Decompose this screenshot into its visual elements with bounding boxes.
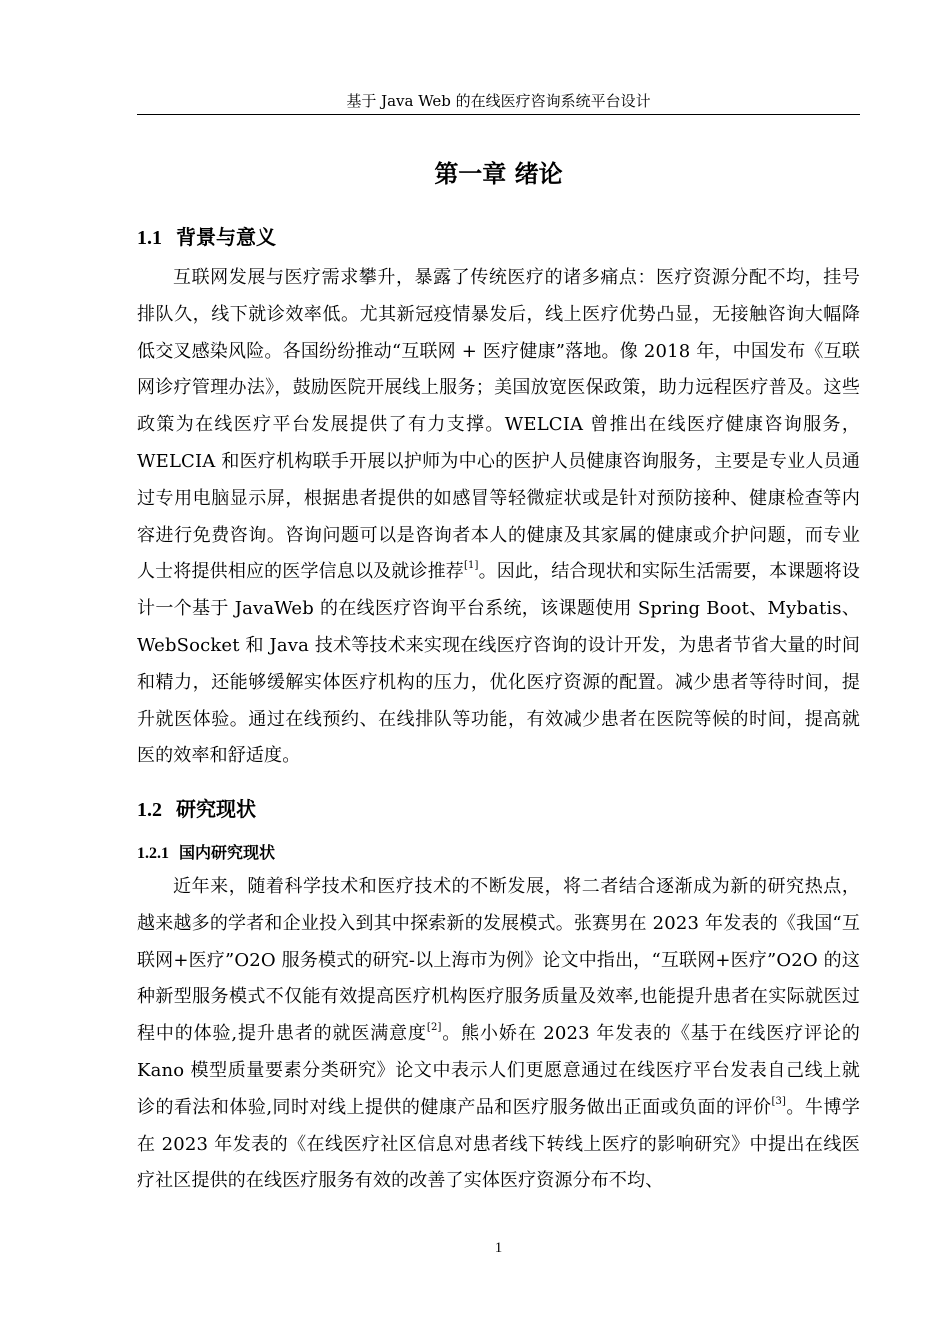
paragraph-text: 。牛博学在 2023 年发表的《在线医疗社区信息对患者线下转线上医疗的影响研究》中提出在线医疗社区提供的在线医疗服务有效的改善了实体医疗资源分布不均、 <box>137 1096 860 1192</box>
section-heading-1-2 <box>137 794 256 825</box>
paragraph-text: 。熊小娇在 2023 年发表的《基于在线医疗评论的 Kano 模型质量要素分类研究》论文中表示人们更愿意通过在线医疗平台发表自己线上就诊的看法和体验,同时对线上提供的健康产品和医疗服务做出正面或负面的评价 <box>137 1023 860 1118</box>
subsection-title: 国内研究现状 <box>179 843 276 862</box>
subsection-heading-1-2-1 <box>137 840 275 867</box>
section-title: 背景与意义 <box>176 225 276 249</box>
citation-1: [1] <box>463 560 479 572</box>
body-paragraph-1-2-1 <box>137 869 860 1200</box>
paragraph-text: 。因此，结合现状和实际生活需要，本课题将设计一个基于 JavaWeb 的在线医疗咨询平台系统，该课题使用 Spring Boot、Mybatis、WebSocket 和 Java 技术等技术来实现在线医疗咨询的设计开发，为患者节省大量的时间和精力，还能够缓解实体医疗机构的压力，优化医疗资源的配置。减少患者等待时间，提升就医体验。通过在线预约、在线排队等功能，有效减少患者在医院等候的时间，提高就医的效率和舒适度。 <box>137 561 860 767</box>
section-title: 研究现状 <box>176 797 256 821</box>
subsection-number: 1.2.1 <box>137 845 169 862</box>
page-number: 1 <box>494 1240 503 1256</box>
section-heading-1-1 <box>137 222 276 253</box>
paragraph-text: 互联网发展与医疗需求攀升，暴露了传统医疗的诸多痛点：医疗资源分配不均，挂号排队久，线下就诊效率低。尤其新冠疫情暴发后，线上医疗优势凸显，无接触咨询大幅降低交叉感染风险。各国纷纷推动“互联网 + 医疗健康”落地。像 2018 年，中国发布《互联网诊疗管理办法》，鼓励医院开展线上服务；美国放宽医保政策，助力远程医疗普及。这些政策为在线医疗平台发展提供了有力支撑。WELCIA 曾推出在线医疗健康咨询服务，WELCIA 和医疗机构联手开展以护师为中心的医护人员健康咨询服务，主要是专业人员通过专用电脑显示屏，根据患者提供的如感冒等轻微症状或是针对预防接种、健康检查等内容进行免费咨询。咨询问题可以是咨询者本人的健康及其家属的健康或介护问题，而专业人士将提供相应的医学信息以及就诊推荐 <box>137 267 860 583</box>
section-number: 1.2 <box>137 799 162 821</box>
section-number: 1.1 <box>137 227 162 249</box>
citation-3: [3] <box>771 1095 787 1107</box>
paragraph-text: 近年来，随着科学技术和医疗技术的不断发展，将二者结合逐渐成为新的研究热点，越来越多的学者和企业投入到其中探索新的发展模式。张赛男在 2023 年发表的《我国“互联网+医疗”O2O 服务模式的研究-以上海市为例》论文中指出，“互联网+医疗”O2O 的这种新型服务模式不仅能有效提高医疗机构医疗服务质量及效率,也能提升患者在实际就医过程中的体验,提升患者的就医满意度 <box>137 876 860 1045</box>
citation-2: [2] <box>426 1022 442 1034</box>
header-rule <box>137 114 860 115</box>
body-paragraph-1-1 <box>137 260 860 775</box>
chapter-title: 第一章 绪论 <box>434 160 563 188</box>
running-header: 基于 Java Web 的在线医疗咨询系统平台设计 <box>346 92 651 110</box>
